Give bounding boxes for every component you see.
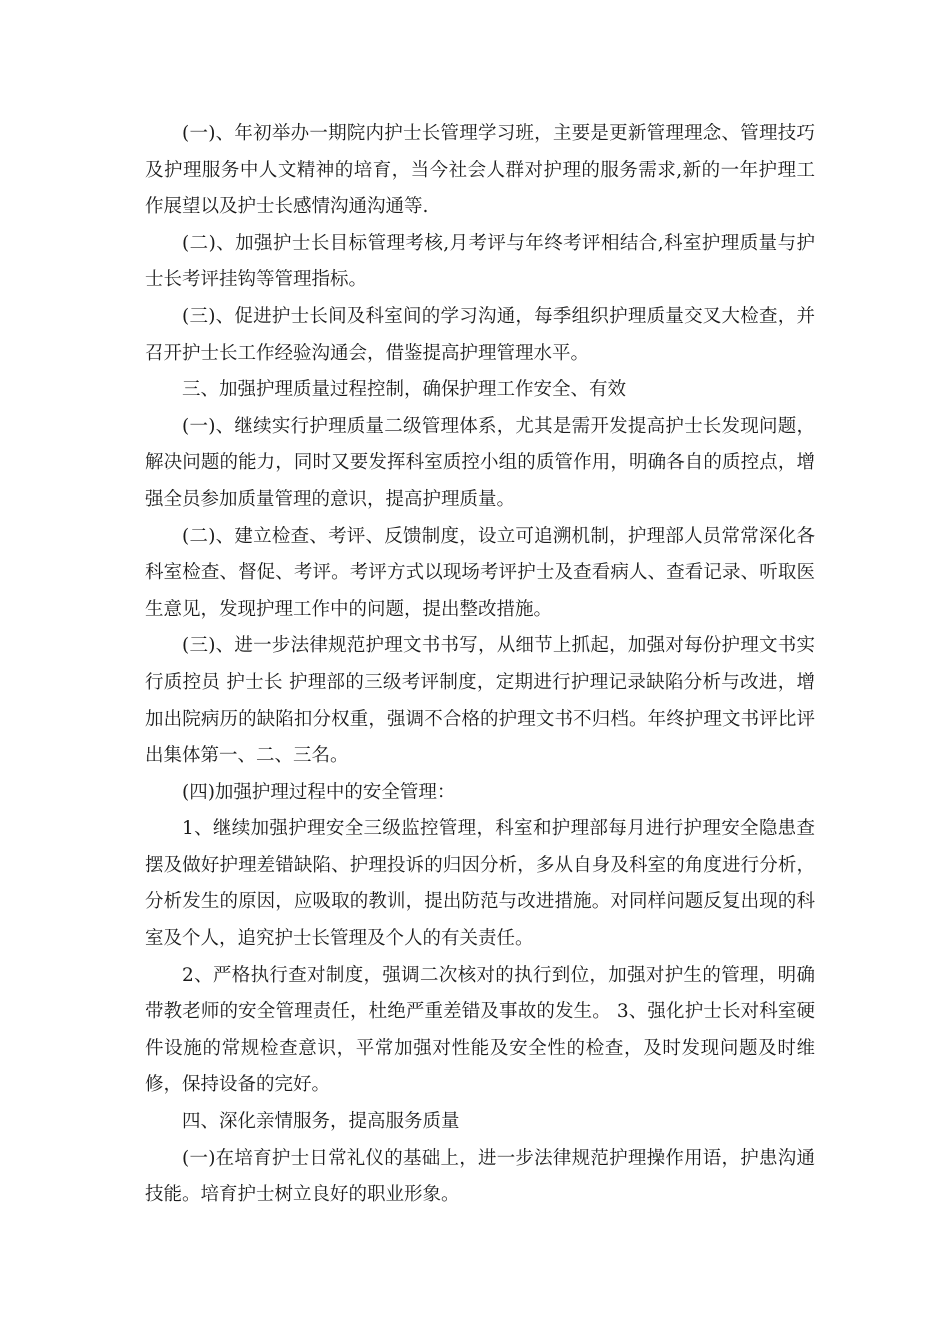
paragraph-nursing-documents: (三)、进一步法律规范护理文书书写，从细节上抓起，加强对每份护理文书实行质控员 护士长 护理部的三级考评制度，定期进行护理记录缺陷分析与改进，增加出院病历的缺陷扣分权重，强调不合格的护理文书不归档。年终护理文书评比评出集体第一、二、三名。 [145, 635, 815, 767]
paragraph-two-level-management: (一)、继续实行护理质量二级管理体系，尤其是需开发提高护士长发现问题，解决问题的能力，同时又要发挥科室质控小组的质管作用，明确各自的质控点，增强全员参加质量管理的意识，提高护理质量。 [145, 415, 815, 510]
paragraph-communication: (三)、促进护士长间及科室间的学习沟通，每季组织护理质量交叉大检查，并召开护士长工作经验沟通会，借鉴提高护理管理水平。 [145, 305, 815, 364]
subheading-safety-management: (四)加强护理过程中的安全管理： [182, 781, 456, 803]
paragraph-training-class: (一)、年初举办一期院内护士长管理学习班，主要是更新管理理念、管理技巧及护理服务中人文精神的培育，当今社会人群对护理的服务需求,新的一年护理工作展望以及护士长感情沟通沟通等. [145, 123, 815, 218]
paragraph-target-assessment: (二)、加强护士长目标管理考核,月考评与年终考评相结合,科室护理质量与护士长考评挂钩等管理指标。 [145, 232, 815, 291]
paragraph-verification-system: 2、严格执行查对制度，强调二次核对的执行到位，加强对护生的管理，明确带教老师的安全管理责任，杜绝严重差错及事故的发生。 3、强化护士长对科室硬件设施的常规检查意识，平常加强对性能及安全性的检查，及时发现问题及时维修，保持设备的完好。 [145, 964, 815, 1096]
paragraph-inspection-system: (二)、建立检查、考评、反馈制度，设立可追溯机制，护理部人员常常深化各科室检查、督促、考评。考评方式以现场考评护士及查看病人、查看记录、听取医生意见，发现护理工作中的问题，提出整改措施。 [145, 525, 815, 620]
document-body [145, 116, 815, 1214]
paragraph-safety-monitoring: 1、继续加强护理安全三级监控管理，科室和护理部每月进行护理安全隐患查摆及做好护理差错缺陷、护理投诉的归因分析，多从自身及科室的角度进行分析，分析发生的原因，应吸取的教训，提出防范与改进措施。对同样问题反复出现的科室及个人，追究护士长管理及个人的有关责任。 [145, 818, 815, 950]
section-heading-service-quality: 四、深化亲情服务，提高服务质量 [182, 1111, 460, 1133]
section-heading-quality-control: 三、加强护理质量过程控制，确保护理工作安全、有效 [182, 379, 627, 401]
paragraph-etiquette-training: (一)在培育护士日常礼仪的基础上，进一步法律规范护理操作用语，护患沟通技能。培育护士树立良好的职业形象。 [145, 1147, 815, 1206]
